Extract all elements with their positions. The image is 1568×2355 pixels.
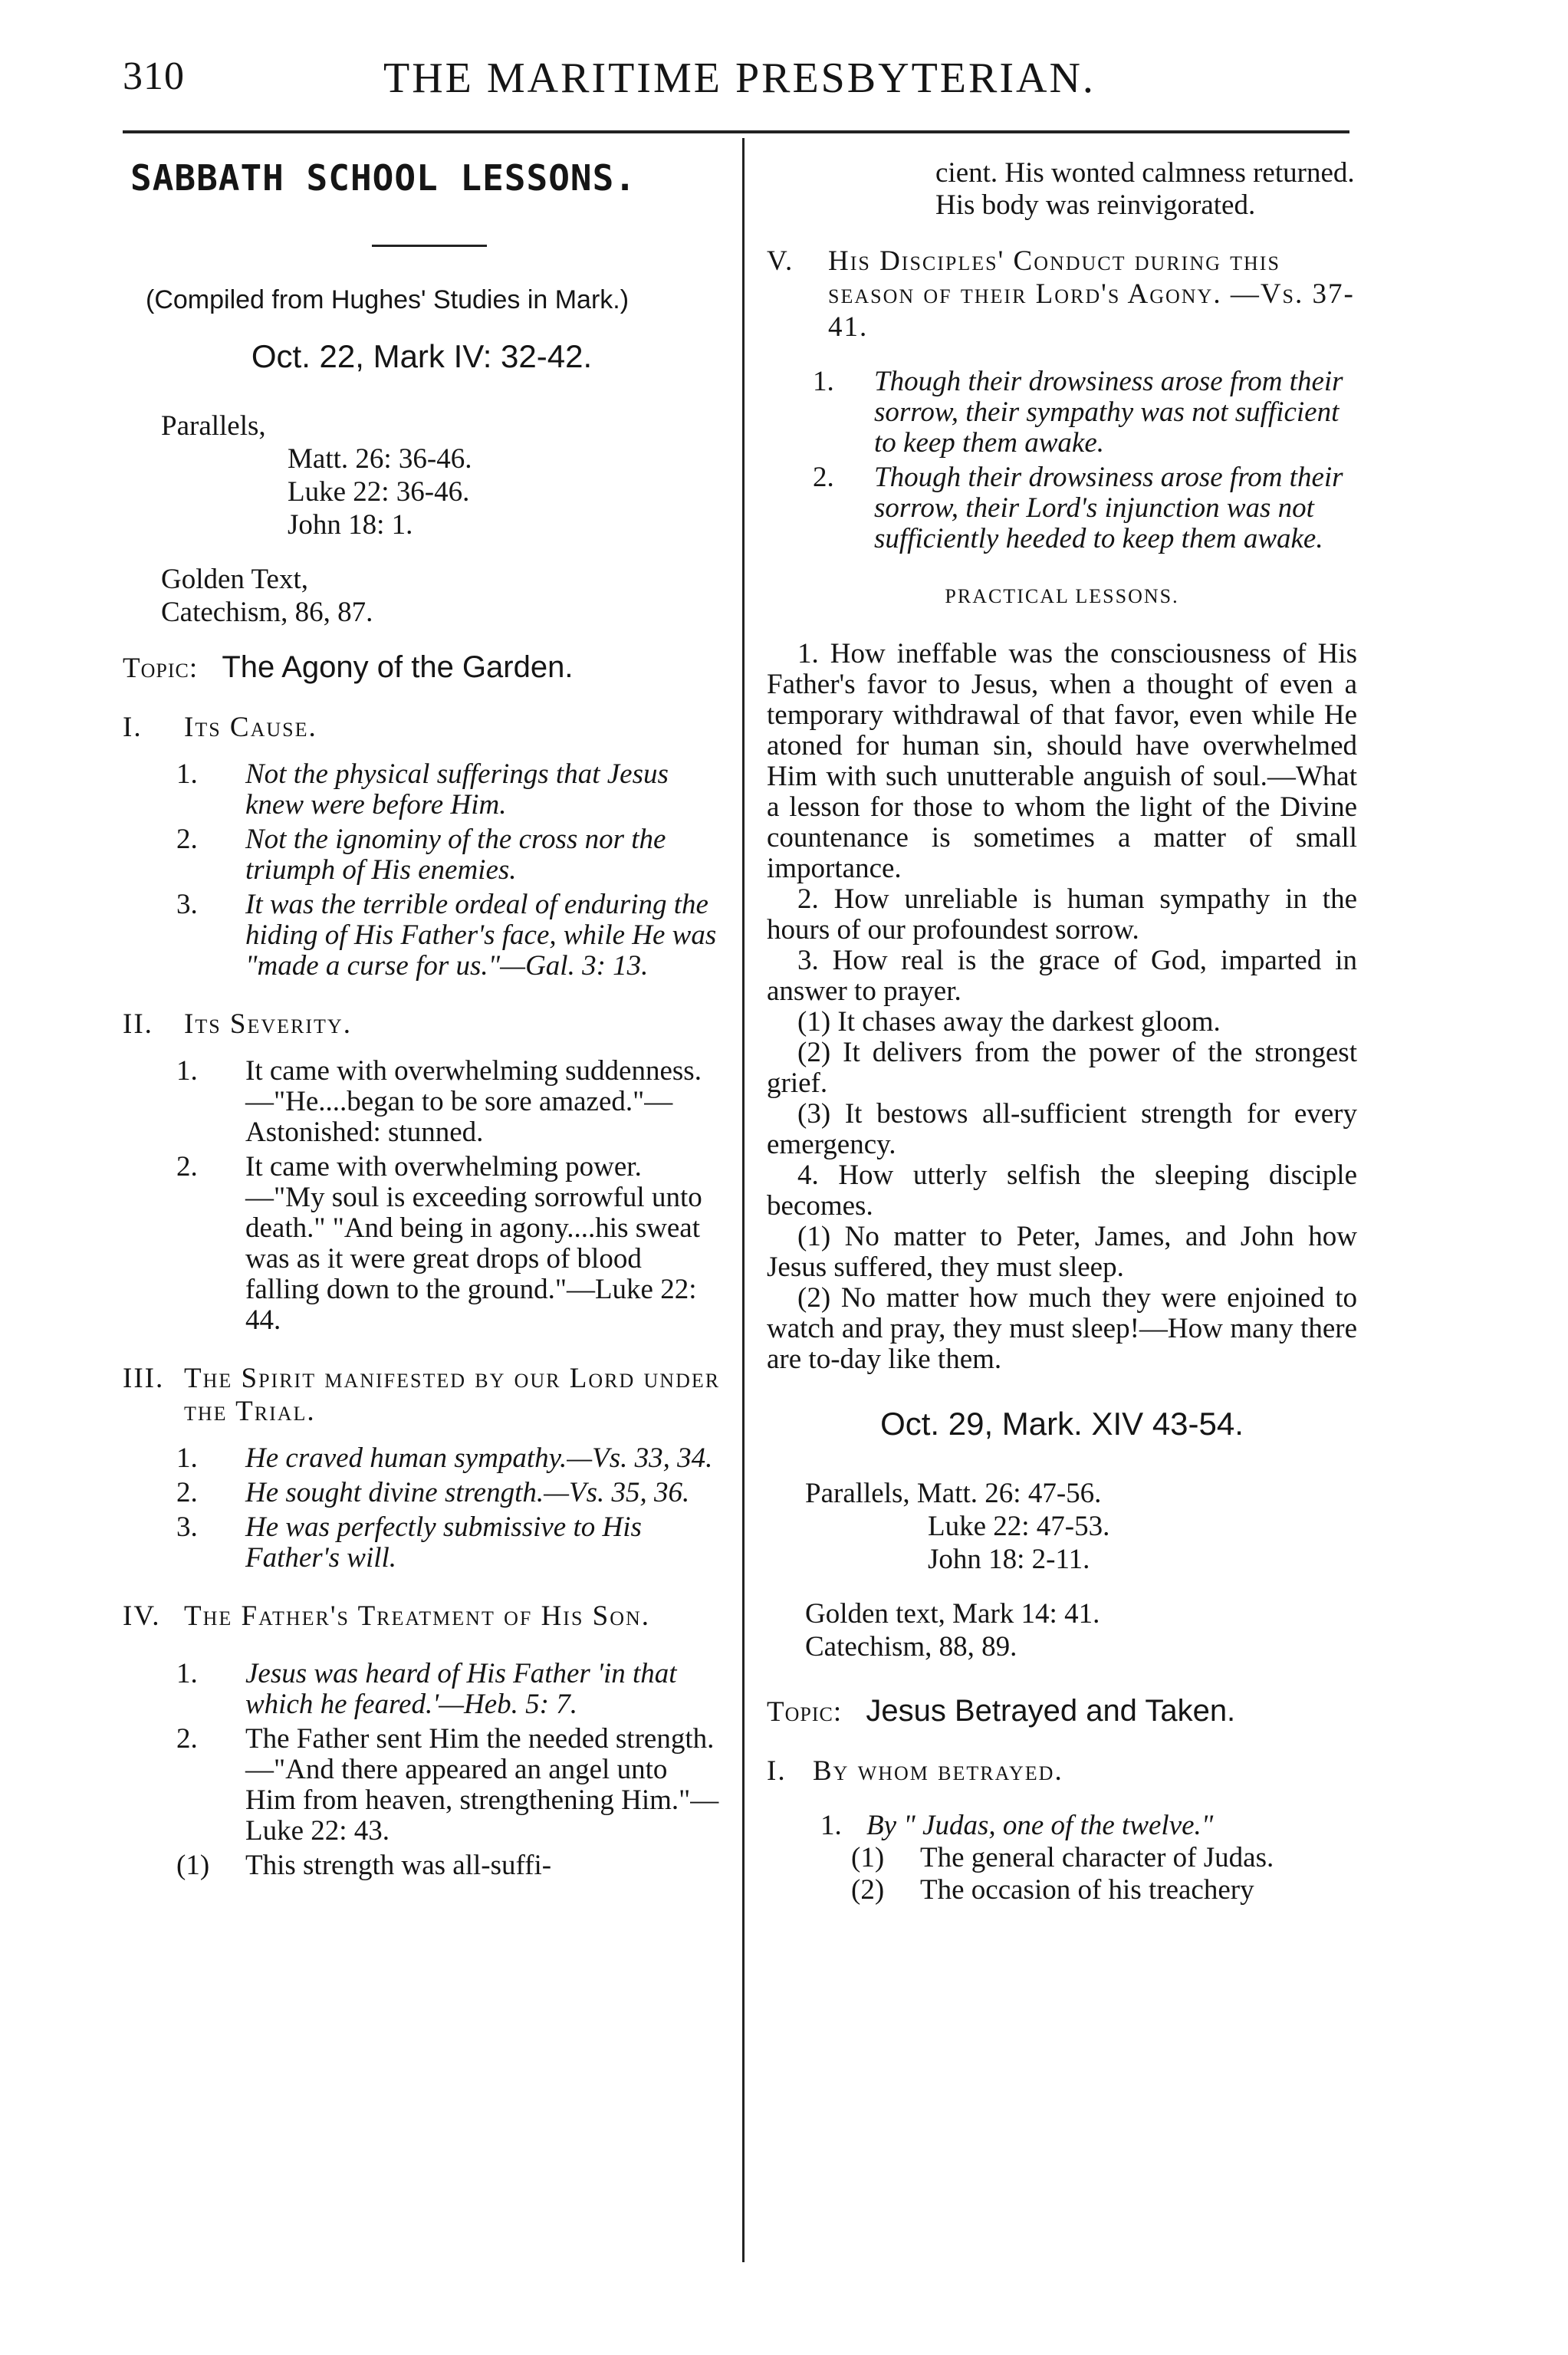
list-item [123,1659,721,1720]
section-number: IV. [123,1600,161,1632]
list-item [123,1443,721,1474]
list-item [123,1056,721,1148]
list-item [123,759,721,821]
sub-item [767,1843,1357,1873]
list-item [767,367,1357,459]
item-number: 1. [176,1055,198,1087]
practical-paragraph: 3. How real is the grace of God, imparted in answer to prayer. [767,945,1357,1007]
parallels-line: Parallels, Matt. 26: 47-56. [805,1478,1102,1509]
list-item [767,1811,1357,1841]
item-text: He craved human sympathy.—Vs. 33, 34. [245,1442,713,1474]
item-number: 3. [176,889,198,920]
left-column [123,157,721,1881]
column-divider [742,138,745,2262]
item-number: 1. [176,1442,198,1474]
item-number: 1. [176,1658,198,1689]
list-item [123,1850,721,1881]
section-heading-text: By whom betrayed. [813,1755,1063,1787]
item-number: (1) [176,1850,210,1881]
item-number: 2. [176,1477,198,1508]
section-number: I. [767,1755,787,1787]
practical-paragraph: (3) It bestows all-sufficient strength for every emergency. [767,1098,1357,1160]
item-number: 2. [176,824,198,855]
lesson-date-ref: Oct. 29, Mark. XIV 43-54. [880,1406,1244,1442]
catechism: Catechism, 88, 89. [805,1631,1017,1663]
practical-paragraph: (2) No matter how much they were enjoined to watch and pray, they must sleep!—How many there are to-day like them. [767,1282,1357,1375]
section-heading [123,1008,721,1041]
item-text: Not the physical sufferings that Jesus knew were before Him. [245,758,669,821]
sub-text: The occasion of his treachery [920,1874,1254,1906]
section-number: V. [767,245,794,277]
practical-paragraph: (1) No matter to Peter, James, and John how Jesus suffered, they must sleep. [767,1221,1357,1283]
practical-paragraph: 4. How utterly selfish the sleeping disciple becomes. [767,1159,1357,1222]
item-number: 2. [176,1151,198,1182]
topic-label: Topic: [123,653,199,684]
item-text: It came with overwhelming power. —"My soul is exceeding sorrowful unto death." "And being in agony....his sweat was as it were great drops of blood falling down to the ground."—Luke 22: 44. [245,1151,702,1336]
list-item [123,824,721,886]
golden-text: Golden text, Mark 14: 41. [805,1598,1100,1630]
practical-paragraph: (2) It delivers from the power of the strongest grief. [767,1037,1357,1099]
practical-paragraph: (1) It chases away the darkest gloom. [797,1006,1221,1038]
item-text: Though their drowsiness arose from their sorrow, their sympathy was not sufficient to keep them awake. [874,366,1343,459]
continuation-text: cient. His wonted calmness returned. His body was reinvigorated. [935,157,1355,221]
page-number: 310 [123,54,185,98]
title-rule [372,245,487,247]
golden-text: Golden Text, [161,564,308,595]
parallel-ref: John 18: 1. [288,509,413,541]
topic-label: Topic: [767,1696,843,1728]
practical-paragraph: 2. How unreliable is human sympathy in the hours of our profoundest sorrow. [767,883,1357,946]
right-column [767,157,1357,1906]
item-text: Not the ignominy of the cross nor the triumph of His enemies. [245,824,666,886]
page-header [123,54,1349,115]
compiled-note: (Compiled from Hughes' Studies in Mark.) [146,285,630,314]
section-title: SABBATH SCHOOL LESSONS. [130,157,636,199]
parallels-label: Parallels, [161,410,266,442]
item-number: 1. [813,366,834,397]
parallel-ref: John 18: 2-11. [928,1544,1090,1575]
item-text: He was perfectly submissive to His Father's will. [245,1511,642,1574]
catechism: Catechism, 86, 87. [161,597,373,628]
section-number: I. [123,712,143,743]
topic-text: The Agony of the Garden. [222,650,574,684]
topic-text: Jesus Betrayed and Taken. [866,1694,1236,1728]
section-heading [123,1600,721,1633]
parallel-ref: Luke 22: 47-53. [928,1511,1110,1542]
section-heading-text: The Spirit manifested by our Lord under the Trial. [184,1363,721,1427]
list-item [123,890,721,982]
section-heading-text: The Father's Treatment of His Son. [184,1600,651,1632]
practical-paragraph: 1. How ineffable was the consciousness of His Father's favor to Jesus, when a thought of even a temporary withdrawal of that favor, even while He atoned for human sin, should have overwhelmed Him with such unutterable anguish of soul.—What a lesson for those to whom the light of the Divine countenance is sometimes a matter of small importance. [767,638,1357,884]
item-number: 2. [813,462,834,493]
header-rule [123,130,1349,133]
list-item [123,1152,721,1336]
item-text: It was the terrible ordeal of enduring the hiding of His Father's face, while He was "made a curse for us."—Gal. 3: 13. [245,889,717,982]
item-text: This strength was all-suffi- [245,1850,552,1881]
parallel-ref: Matt. 26: 36-46. [288,443,472,475]
section-heading [123,1362,721,1428]
section-heading-text: Its Severity. [184,1008,352,1040]
item-number: 1. [820,1810,842,1841]
journal-title: THE MARITIME PRESBYTERIAN. [383,54,1096,102]
parallel-ref: Luke 22: 36-46. [288,476,470,508]
section-heading-text: His Disciples' Conduct during this season of their Lord's Agony. —Vs. 37-41. [828,245,1355,343]
item-text: It came with overwhelming suddenness.—"He....began to be sore amazed."—Astonished: stunned. [245,1055,702,1148]
list-item [123,1478,721,1508]
section-heading [767,1755,1357,1788]
practical-lessons-heading: PRACTICAL LESSONS. [945,585,1179,607]
topic-line [767,1694,1357,1728]
item-number: 1. [176,758,198,790]
list-item [123,1512,721,1574]
item-text: He sought divine strength.—Vs. 35, 36. [245,1477,690,1508]
lesson-date-ref: Oct. 22, Mark IV: 32-42. [251,338,593,374]
sub-item [767,1875,1357,1906]
item-text: Jesus was heard of His Father 'in that which he feared.'—Heb. 5: 7. [245,1658,677,1720]
list-item [767,462,1357,554]
section-heading-text: Its Cause. [184,712,317,743]
item-number: 2. [176,1723,198,1755]
item-text: By " Judas, one of the twelve." [866,1810,1214,1841]
sub-text: The general character of Judas. [920,1842,1274,1873]
item-number: 3. [176,1511,198,1543]
sub-number: (2) [851,1874,885,1906]
item-text: The Father sent Him the needed strength.—"And there appeared an angel unto Him from heaven, strengthening Him."—Luke 22: 43. [245,1723,719,1847]
section-number: III. [123,1363,165,1394]
section-heading [123,711,721,744]
section-number: II. [123,1008,153,1040]
topic-line [123,650,721,685]
item-text: Though their drowsiness arose from their sorrow, their Lord's injunction was not sufficiently heeded to keep them awake. [874,462,1343,554]
sub-number: (1) [851,1842,885,1873]
section-heading [767,245,1357,344]
list-item [123,1724,721,1847]
